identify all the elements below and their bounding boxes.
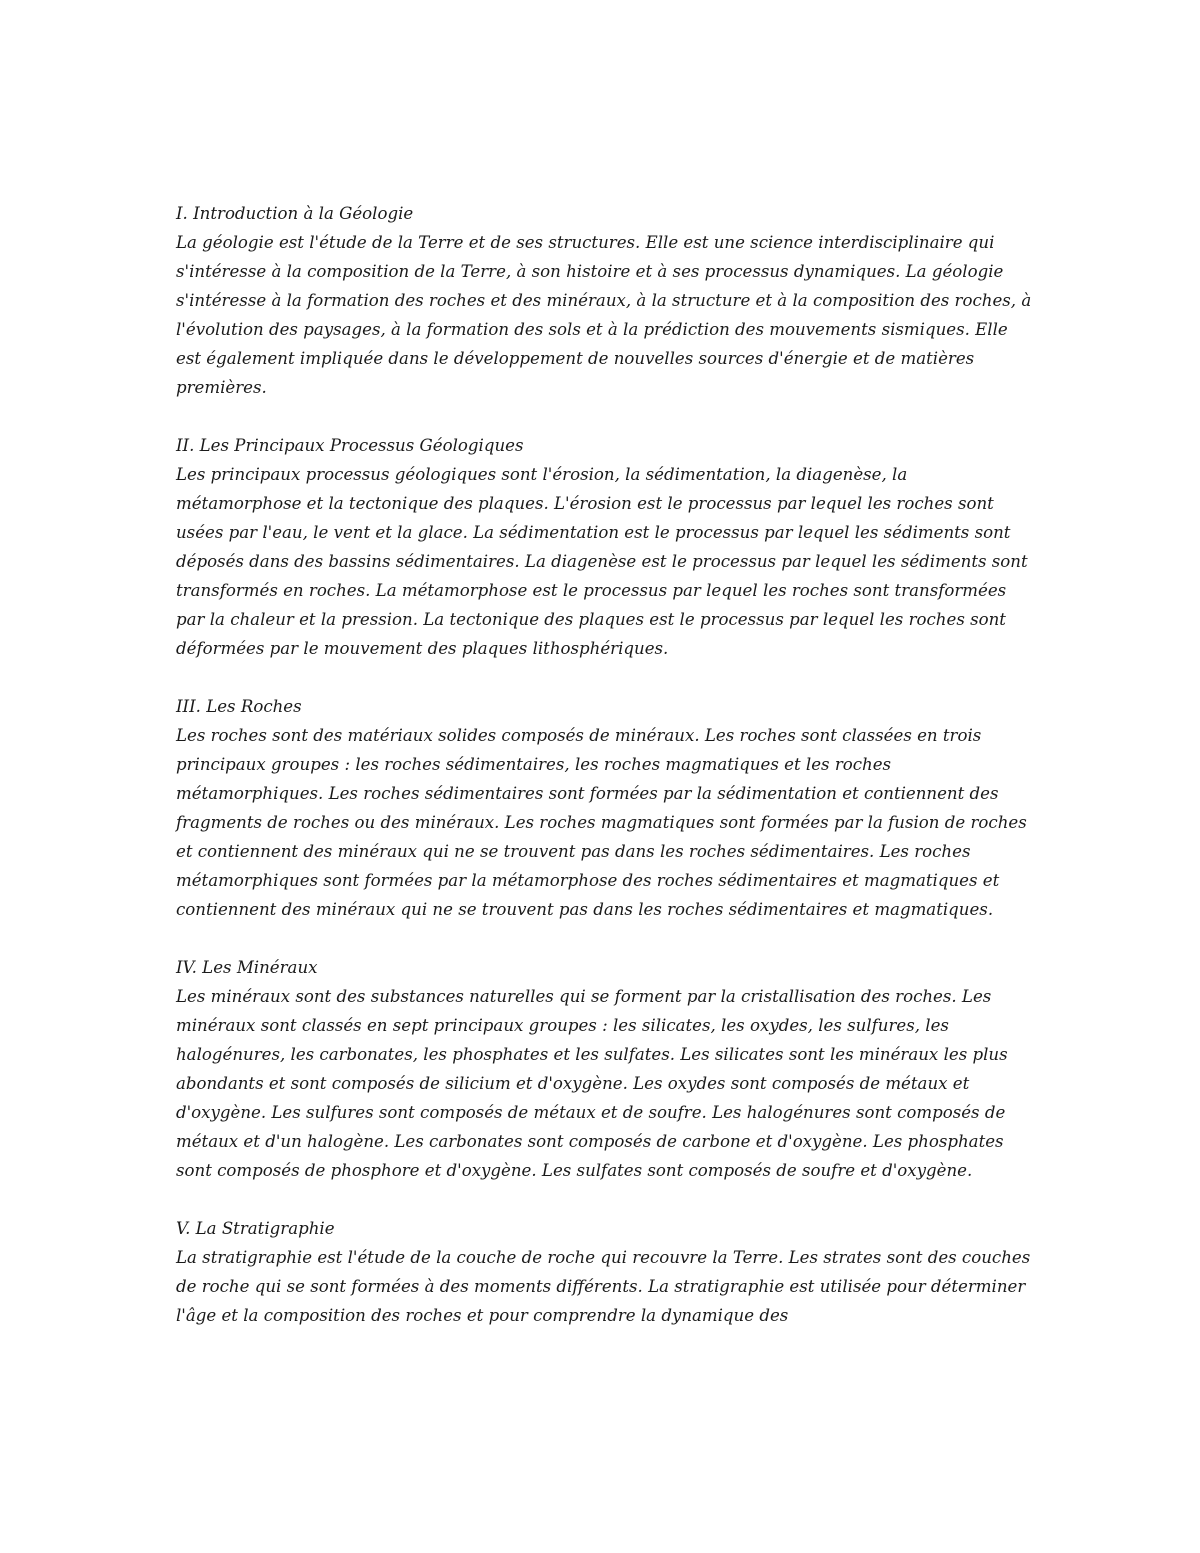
section-roches [176,692,1036,924]
section-heading: IV. Les Minéraux [176,958,318,977]
section-processus [176,431,1036,663]
document-page [176,199,1036,1359]
section-paragraph: Les principaux processus géologiques sont l'érosion, la sédimentation, la diagenèse, la métamorphose et la tectonique des plaques. L'érosion est le processus par lequel les roches sont usées par l'eau, le vent et la glace. La sédimentation est le processus par lequel les sédiments sont déposés dans des bassins sédimentaires. La diagenèse est le processus par lequel les sédiments sont transformés en roches. La métamorphose est le processus par lequel les roches sont transformées par la chaleur et la pression. La tectonique des plaques est le processus par lequel les roches sont déformées par le mouvement des plaques lithosphériques. [176,465,1028,658]
section-stratigraphie [176,1214,1036,1330]
section-heading: V. La Stratigraphie [176,1219,335,1238]
section-paragraph: La géologie est l'étude de la Terre et de ses structures. Elle est une science interdisciplinaire qui s'intéresse à la composition de la Terre, à son histoire et à ses processus dynamiques. La géologie s'intéresse à la formation des roches et des minéraux, à la structure et à la composition des roches, à l'évolution des paysages, à la formation des sols et à la prédiction des mouvements sismiques. Elle est également impliquée dans le développement de nouvelles sources d'énergie et de matières premières. [176,233,1032,397]
section-mineraux [176,953,1036,1185]
section-heading: III. Les Roches [176,697,302,716]
section-heading: II. Les Principaux Processus Géologiques [176,436,524,455]
section-paragraph: Les roches sont des matériaux solides composés de minéraux. Les roches sont classées en trois principaux groupes : les roches sédimentaires, les roches magmatiques et les roches métamorphiques. Les roches sédimentaires sont formées par la sédimentation et contiennent des fragments de roches ou des minéraux. Les roches magmatiques sont formées par la fusion de roches et contiennent des minéraux qui ne se trouvent pas dans les roches sédimentaires. Les roches métamorphiques sont formées par la métamorphose des roches sédimentaires et magmatiques et contiennent des minéraux qui ne se trouvent pas dans les roches sédimentaires et magmatiques. [176,726,1027,919]
section-paragraph: Les minéraux sont des substances naturelles qui se forment par la cristallisation des roches. Les minéraux sont classés en sept principaux groupes : les silicates, les oxydes, les sulfures, les halogénures, les carbonates, les phosphates et les sulfates. Les silicates sont les minéraux les plus abondants et sont composés de silicium et d'oxygène. Les oxydes sont composés de métaux et d'oxygène. Les sulfures sont composés de métaux et de soufre. Les halogénures sont composés de métaux et d'un halogène. Les carbonates sont composés de carbone et d'oxygène. Les phosphates sont composés de phosphore et d'oxygène. Les sulfates sont composés de soufre et d'oxygène. [176,987,1008,1180]
section-heading: I. Introduction à la Géologie [176,204,414,223]
section-paragraph: La stratigraphie est l'étude de la couche de roche qui recouvre la Terre. Les strates sont des couches de roche qui se sont formées à des moments différents. La stratigraphie est utilisée pour déterminer l'âge et la composition des roches et pour comprendre la dynamique des [176,1248,1031,1325]
section-introduction [176,199,1036,402]
